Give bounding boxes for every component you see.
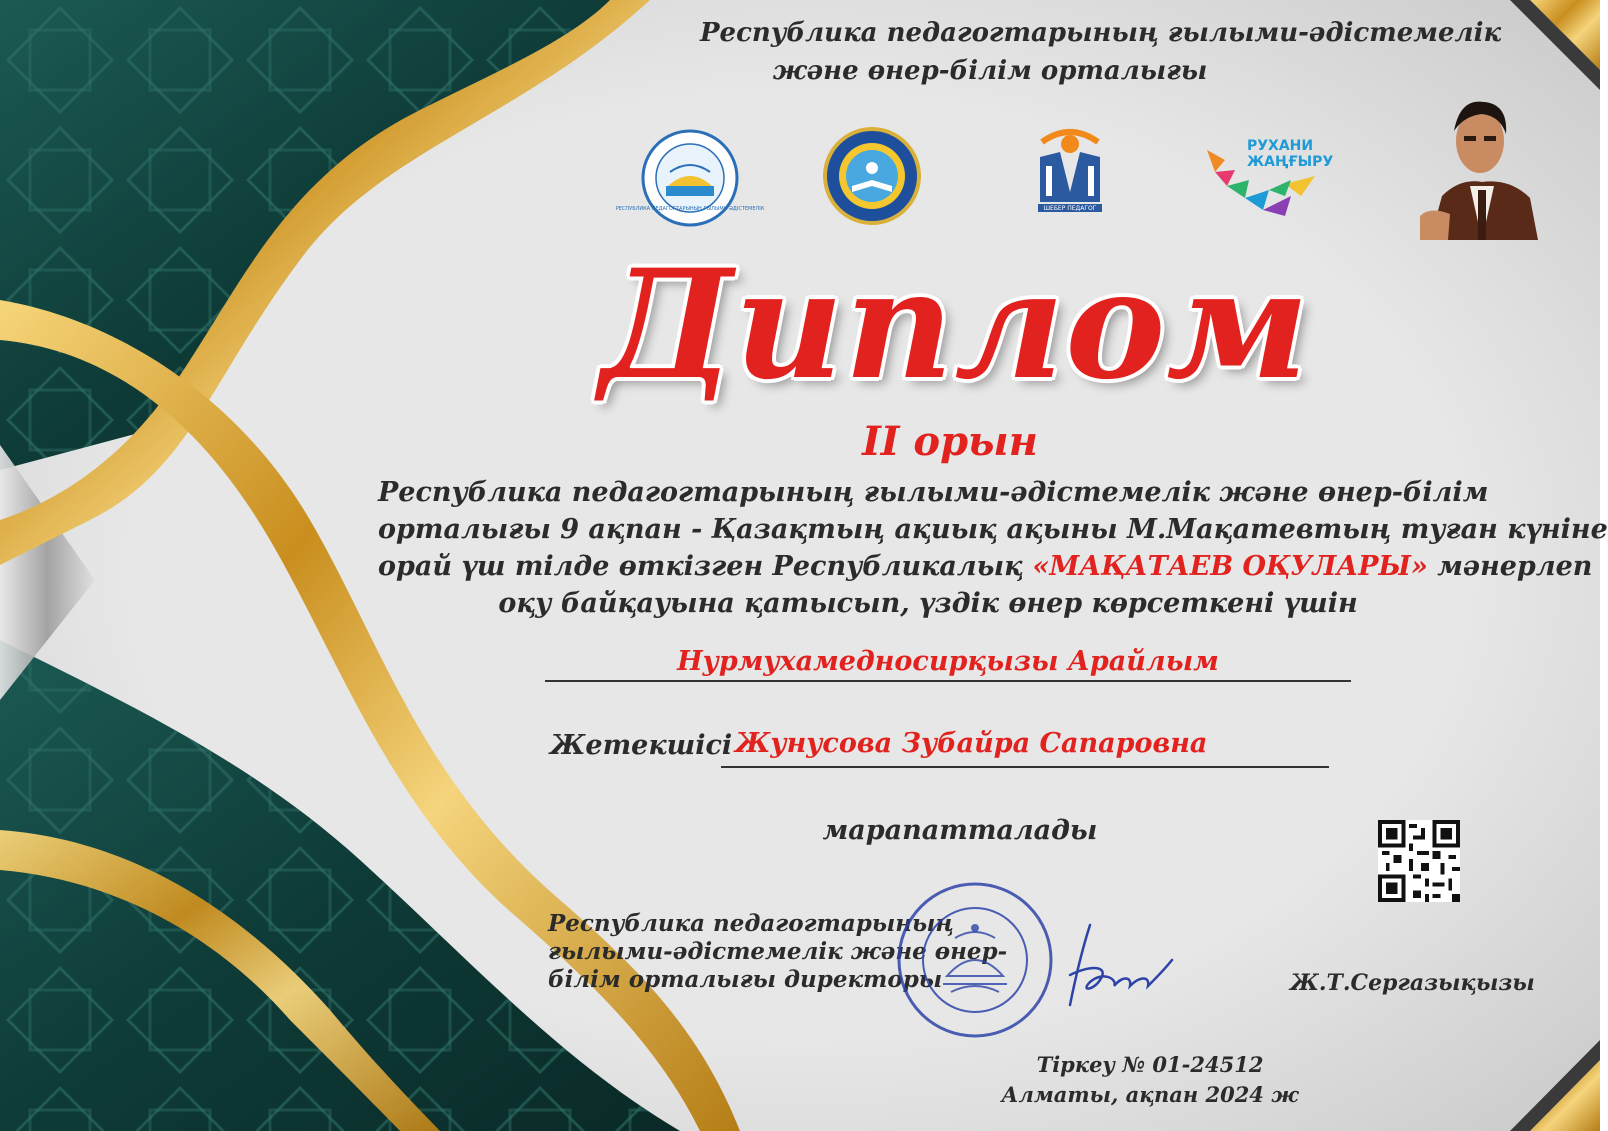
award-description-line3-post: мәнерлеп [1427, 551, 1593, 582]
organization-header-line1: Республика педагогтарының ғылыми-әдістемелік [700, 18, 1502, 48]
ministry-emblem-logo [822, 126, 922, 226]
award-description-line4: оқу байқауына қатысып, үздік өнер көрсеткені үшін [498, 588, 1358, 619]
director-title [548, 910, 1008, 994]
award-description-line3 [378, 548, 1593, 585]
award-description-line2: орталығы 9 ақпан - Қазақтың ақиық ақыны М.Мақатевтың туған күніне [378, 514, 1608, 545]
event-name-highlight: «МАҚАТАЕВ ОҚУЛАРЫ» [1032, 551, 1428, 582]
qr-code [1378, 820, 1460, 902]
signature [1060, 920, 1180, 1010]
place-label: II орын [862, 418, 1038, 465]
awarded-text: марапатталады [822, 815, 1098, 846]
rukhani-logo-line2: ЖАҢҒЫРУ [1247, 154, 1334, 170]
leader-name: Жунусова Зубайра Сапаровна [735, 728, 1208, 759]
rukhani-logo-line1: РУХАНИ [1247, 138, 1314, 154]
director-title-line3: білім орталығы директоры [548, 966, 943, 993]
leader-label: Жетекшісі [550, 730, 733, 761]
sheber-pedagog-logo [1020, 122, 1120, 222]
portrait-photo [1420, 86, 1538, 240]
director-title-line2: ғылыми-әдістемелік және өнер- [548, 938, 1008, 965]
registration-number: Тіркеу № 01-24512 [1036, 1052, 1264, 1077]
official-stamp [895, 880, 1055, 1040]
award-description-line3-pre: орай үш тілде өткізген Республикалық [378, 551, 1033, 582]
organization-header-line2: және өнер-білім орталығы [772, 56, 1208, 86]
director-title-line1: Республика педагогтарының [548, 910, 954, 937]
award-description-line1: Республика педагогтарының ғылыми-әдістемелік және өнер-білім [378, 477, 1489, 508]
award-description [378, 474, 1608, 622]
rukhani-zhangyru-logo [1205, 130, 1335, 222]
sheber-pedagog-logo-text: ШЕБЕР ПЕДАГОГ [1043, 205, 1097, 212]
recipient-name: Нурмухамедносирқызы Арайлым [677, 646, 1219, 677]
center-emblem-logo-text: РЕСПУБЛИКА ПЕДАГОГТАРЫНЫҢ ҒЫЛЫМИ ӘДІСТЕМЕЛІК [615, 206, 765, 212]
registration-place-date: Алматы, ақпан 2024 ж [1001, 1082, 1299, 1107]
organization-header [700, 14, 1502, 90]
registration-block [1000, 1050, 1300, 1110]
diploma-title: Диплом [600, 237, 1310, 413]
signer-name: Ж.Т.Сергазықызы [1290, 970, 1535, 996]
center-emblem-logo [615, 128, 765, 228]
